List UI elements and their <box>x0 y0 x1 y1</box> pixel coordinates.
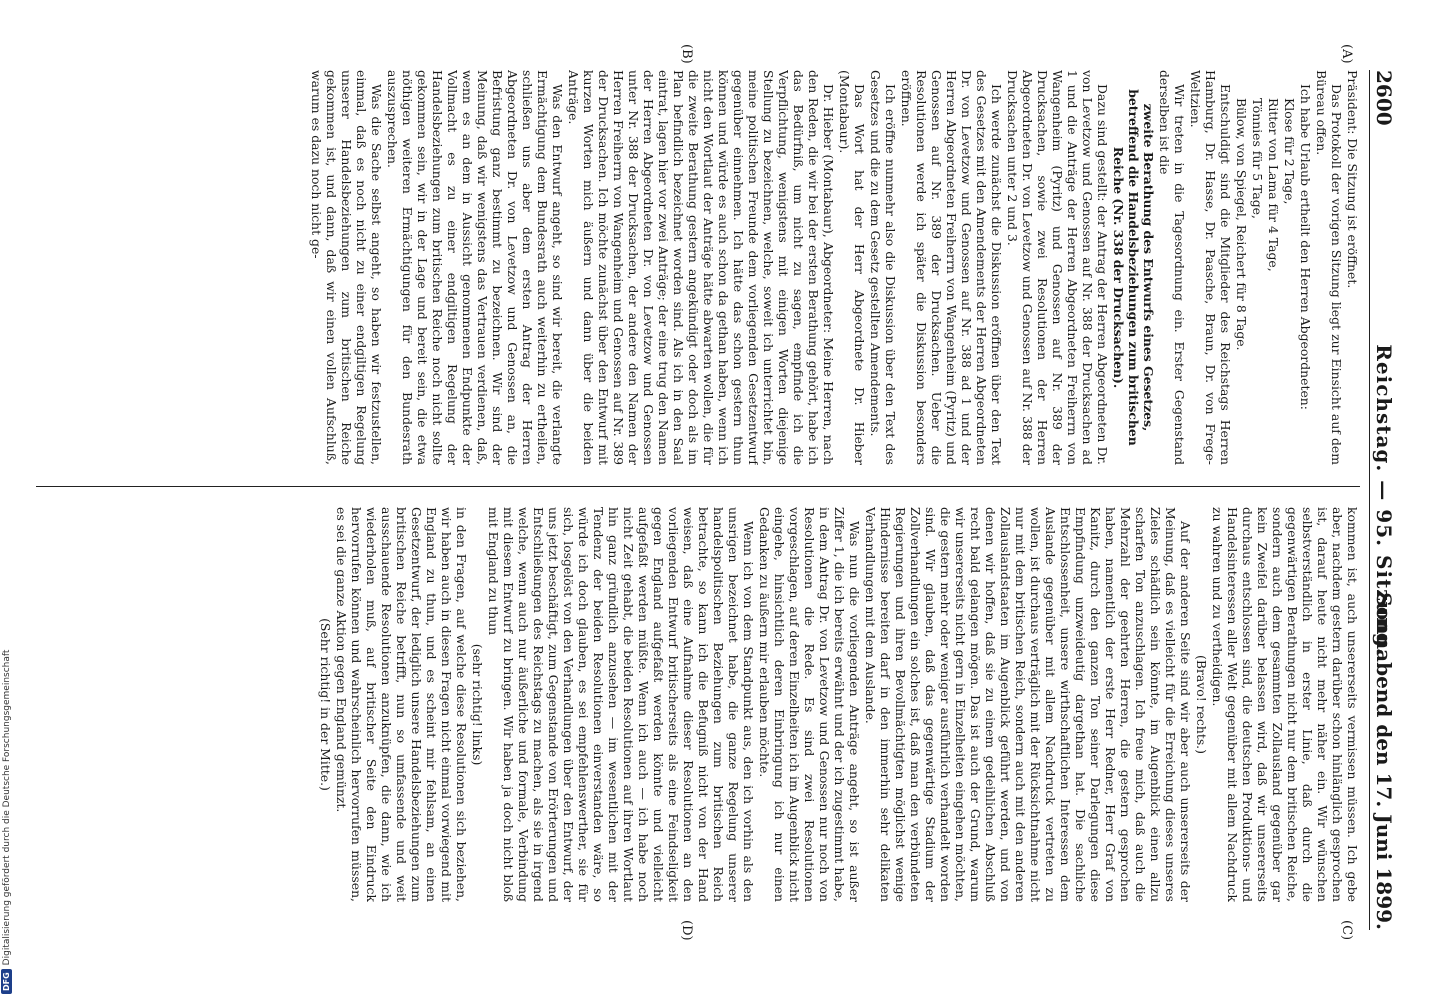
paragraph: Ich werde zunächst die Diskussion eröffnen über den Text des Gesetzes mit den Amendements der Herren Abgeordneten Dr. von Levetzow und Genossen auf Nr. 388 ad 1 und der Herren Abgeordneten Freiherrn von Wangenheim (Pyritz) und Genossen auf Nr. 389 der Drucksachen. Ueber die Resolutionen werde ich später die Diskussion besonders eröffnen. <box>899 70 1004 465</box>
paragraph: Dazu sind gestellt: der Antrag der Herren Abgeordneten Dr. von Levetzow und Genossen auf Nr. 388 der Drucksachen ad 1 und die Anträge der Herren Abgeordneten Freiherrn von Wangenheim (Pyritz) und Genossen auf Nr. 389 der Drucksachen, sowie zwei Resolutionen der Herren Abgeordneten Dr. von Levetzow und Genossen auf Nr. 388 der Drucksachen unter 2 und 3. <box>1005 70 1110 465</box>
paragraph: Präsident: Die Sitzung ist eröffnet. <box>1345 70 1360 289</box>
paragraph: in den Fragen, auf welche diese Resolutionen sich beziehen, wir haben auch in diesen Fragen nicht einmal vorwiegend mit England zu thun, und es scheint mir fehlsam, an einen Gesetzentwurf, der lediglich unsere Handelsbeziehungen zum britischen Reiche betrifft, nun so umfassende und weit ausschauende Resolutionen anzuknüpfen, die dann, wie ich wiederholen muß, auf britischer Seite den Eindruck hervorrufen können und wahrscheinlich hervorrufen müssen, es sei die ganze Aktion gegen England gemünzt. <box>334 507 469 902</box>
footer <box>1 650 12 994</box>
page-header <box>1369 70 1396 930</box>
paragraph: Wir treten in die Tagesordnung ein. Erster Gegenstand derselben ist die <box>1157 70 1187 465</box>
interjection: (sehr richtig! links) <box>470 643 485 766</box>
list-item: Tönnies für 5 Tage, <box>1250 98 1265 219</box>
dfg-logo: DFG <box>1 969 12 994</box>
list-item: Ritter von Lama für 4 Tage, <box>1266 98 1281 272</box>
interjection: (Sehr richtig! in der Mitte.) <box>318 618 333 791</box>
paragraph: Entschuldigt sind die Mitglieder des Reichstags Herren Hamburg, Dr. Hasse, Dr. Paasche, Braun, Dr. von Frege-Weltzien. <box>1188 70 1233 465</box>
column-divider <box>36 486 1360 487</box>
paragraph: Wenn ich von dem Standpunkt aus, den ich vorhin als den unsrigen bezeichnet habe, die ganze Regelung unserer handelspolitischen Beziehungen zum britischen Reich betrachte, so kann ich die Befugniß nicht von der Hand weisen, daß eine Aufnahme dieser Resolutionen an den vorliegenden Entwurf britischerseits als eine Feindseligkeit gegen England aufgefaßt werden könnte und vielleicht aufgefaßt werden müßte. Wenn ich auch — ich habe noch nicht Zeit gehabt, die beiden Resolutionen auf ihren Wortlaut hin ganz gründlich anzusehen — im wesentlichen mit der Tendenz der beiden Resolutionen einverstanden wäre, so würde ich doch glauben, es sei empfehlenswerther, sie für sich, losgelöst von den Verhandlungen über den Entwurf, der uns jetzt beschäftigt, zum Gegenstande von Erörterungen und Entschließungen des Reichstags zu machen, als sie in irgend welche, wenn auch nur äußerliche und formale, Verbindung mit diesem Entwurf zu bringen. Wir haben ja doch nicht bloß mit England zu thun <box>486 507 756 902</box>
page-title: Reichstag. — 95. Sitzung. <box>1372 344 1396 656</box>
session-date: Sonnabend den 17. Juni 1899. <box>1372 592 1396 930</box>
paragraph: Was den Entwurf angeht, so sind wir bereit, die verlangte Ermächtigung dem Bundesrath auch weiterhin zu ertheilen, schließen uns aber dem ersten Antrag der Herren Abgeordneten Dr. von Levetzow und Genossen an, die Befristung ganz bestimmt zu bezeichnen. Wir sind der Meinung, daß wir wenigstens das Vertrauen verdienen, daß, wenn es an dem in Aussicht genommenen Endpunkte der Vollmacht es zu einer endgiltigen Regelung der Handelsbeziehungen zum britischen Reiche noch nicht sollte gekommen sein, wir in der Lage und bereit sein, die etwa nöthigen weiteren Ermächtigungen für den Bundesrath auszusprechen. <box>385 70 565 465</box>
margin-marker-b: (B) <box>679 44 694 64</box>
paragraph: Das Protokoll der vorigen Sitzung liegt zur Einsicht auf dem Büreau offen. <box>1314 70 1344 465</box>
paragraph: Das Wort hat der Herr Abgeordnete Dr. Hieber (Montabaur). <box>837 70 867 465</box>
list-item: Bülow, von Spiegel, Reichert für 8 Tage. <box>1234 98 1249 351</box>
paragraph: Ich eröffne nunmehr also die Diskussion über den Text des Gesetzes und die zu dem Gesetz gestellten Amendements. <box>868 70 898 465</box>
paragraph: Was die Sache selbst angeht, so haben wir festzustellen, einmal, daß es noch nicht zu einer endgiltigen Regelung unserer Handelsbeziehungen zum britischen Reiche gekommen ist, und dann, daß wir einen vollen Aufschluß, warum es dazu noch nicht ge- <box>309 70 384 465</box>
margin-marker-a: (A) <box>1339 44 1354 64</box>
agenda-item: zweite Berathung des Entwurfs eines Gesetzes, betreffend die Handelsbeziehungen zum britischen Reiche (Nr. 338 der Drucksachen). <box>1111 89 1156 446</box>
paragraph: Dr. Hieber (Montabaur), Abgeordneter: Meine Herren, nach den Reden, die wir bei der ersten Berathung gehört, habe ich das Bedürfniß, um nicht zu sagen, empfinde ich die Verpflichtung, wenigstens mit einigen Worten diejenige Stellung zu bezeichnen, welche, soweit ich unterrichtet bin, meine politischen Freunde dem vorliegenden Gesetzentwurf gegenüber einnehmen. Ich hätte das schon gestern thun können und würde es auch schon da gethan haben, wenn ich nicht den Wortlaut der Anträge hätte abwarten wollen, die für die zweite Berathung gestern angekündigt oder doch als im Plan befindlich bezeichnet worden sind. Als ich in den Saal eintrat, lagen hier vor zwei Anträge; der eine trug den Namen der Herren Abgeordneten Dr. von Levetzow und Genossen unter Nr. 388 der Drucksachen, der andere den Namen der Herren Freiherrn von Wangenheim und Genossen auf Nr. 389 der Drucksachen. Ich möchte zunächst über den Entwurf mit kurzen Worten mich äußern und dann über die beiden Anträge. <box>566 70 836 465</box>
interjection: (Bravo! rechts.) <box>1194 655 1209 754</box>
margin-marker-d: (D) <box>679 920 694 941</box>
paragraph: kommen ist, auch unsererseits vermissen müssen. Ich gebe aber, nachdem gestern darüber schon hinlänglich gesprochen ist, darauf heute nicht mehr näher ein. Wir wünschen selbstverständlich in erster Linie, daß durch die gegenwärtigen Berathungen nicht nur dem britischen Reiche, sondern auch dem gesammten Zollausland gegenüber gar kein Zweifel darüber belassen wird, daß wir unsererseits durchaus entschlossen sind, die deutschen Produktions- und Handelsinteressen aller Welt gegenüber mit allem Nachdruck zu wahren und zu vertheidigen. <box>1210 507 1360 902</box>
paragraph: Ich habe Urlaub ertheilt den Herren Abgeordneten: <box>1298 84 1313 410</box>
left-column <box>36 70 1360 465</box>
list-item: Klose für 2 Tage, <box>1282 98 1297 205</box>
paragraph: Was nun die vorliegenden Anträge angeht, so ist außer Ziffer 1, die ich bereits erwähnt und der ich zugestimmt habe, in dem Antrag Dr. von Levetzow und Genossen nur noch von Resolutionen die Rede. Es sind zwei Resolutionen vorgeschlagen, auf deren Einzelheiten ich im Augenblick nicht eingehe, hinsichtlich deren Einbringung ich nur einen Gedanken zu äußern mir erlauben möchte. <box>757 507 862 902</box>
margin-marker-c: (C) <box>1339 920 1354 941</box>
right-column <box>36 507 1360 902</box>
paragraph: Auf der anderen Seite sind wir aber auch unsererseits der Meinung, daß es vielleicht für die Erreichung dieses unseres Zieles schädlich sein könnte, im Augenblick einen allzu scharfen Ton anzuschlagen. Ich freue mich, daß auch die Mehrzahl der geehrten Herren, die gestern gesprochen haben, namentlich der erste Herr Redner, Herr Graf von Kanitz, durch den ganzen Ton seiner Darlegungen diese Empfindung unzweideutig dargethan hat. Die sachliche Entschlossenheit, unsere wirthschaftlichen Interessen dem Auslande gegenüber mit allem Nachdruck vertreten zu wollen, ist durchaus verträglich mit der Rücksichtnahme nicht nur mit dem britischen Reich, sondern auch mit den anderen Zollauslandstaaten im Augenblick geführt werden, und von denen wir hoffen, daß sie zu einem gedeihlichen Abschluß recht bald gelangen mögen. Das ist auch der Grund, warum wir unsererseits nicht gern in Einzelheiten eingehen möchten, die gestern mehr oder weniger ausführlich verhandelt worden sind. Wir glauben, daß das gegenwärtige Stadium der Zollverhandlungen ein solches ist, daß man den verbündeten Regierungen und ihren Bevollmächtigten möglichst wenige Hindernisse bereiten darf in den immerhin sehr delikaten Verhandlungen mit dem Auslande. <box>863 507 1193 902</box>
footer-text: Digitalisierung gefördert durch die Deutsche Forschungsgemeinschaft <box>1 649 12 966</box>
page-number: 2600 <box>1372 70 1396 126</box>
